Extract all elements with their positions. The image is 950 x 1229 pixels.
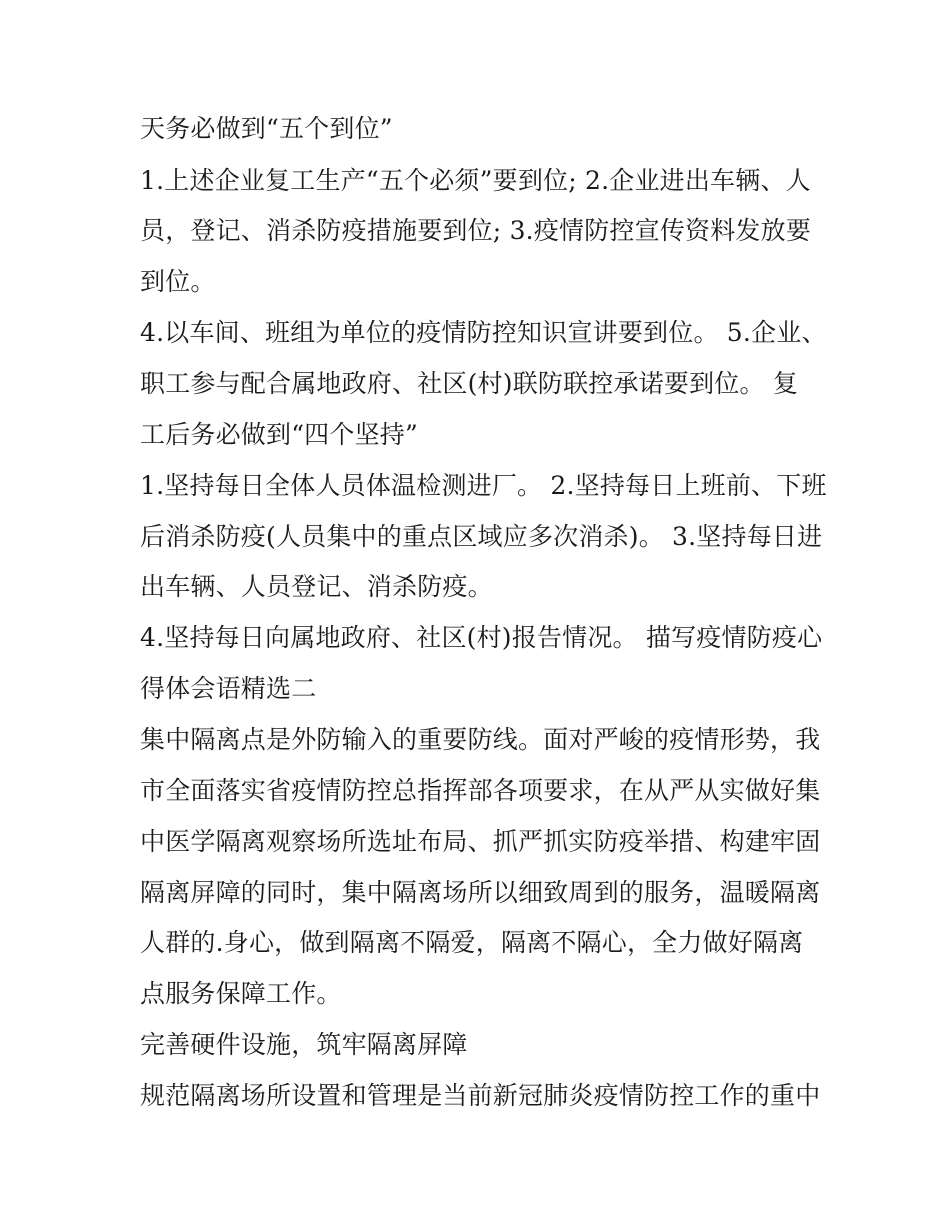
text-line: 完善硬件设施，筑牢隔离屏障 (140, 1030, 468, 1059)
text-line: 出车辆、人员登记、消杀防疫。 (140, 572, 493, 601)
text-line: 后消杀防疫(人员集中的重点区域应多次消杀)。 3.坚持每日进 (140, 522, 823, 551)
text-line: 中医学隔离观察场所选址布局、抓严抓实防疫举措、构建牢固 (140, 827, 821, 856)
text-line: 集中隔离点是外防输入的重要防线。面对严峻的疫情形势，我 (140, 725, 821, 754)
text-line: 市全面落实省疫情防控总指挥部各项要求，在从严从实做好集 (140, 776, 821, 805)
text-line: 4.以车间、班组为单位的疫情防控知识宣讲要到位。 5.企业、 (140, 318, 827, 347)
text-line: 4.坚持每日向属地政府、社区(村)报告情况。 描写疫情防疫心 (140, 623, 823, 652)
text-line: 得体会语精选二 (140, 674, 317, 703)
text-line: 职工参与配合属地政府、社区(村)联防联控承诺要到位。 复 (140, 369, 799, 398)
text-line: 隔离屏障的同时，集中隔离场所以细致周到的服务，温暖隔离 (140, 878, 821, 907)
text-line: 天务必做到“五个到位” (140, 114, 393, 143)
text-line: 1.上述企业复工生产“五个必须”要到位; 2.企业进出车辆、人 (140, 166, 811, 195)
text-line: 工后务必做到“四个坚持” (140, 420, 418, 449)
text-line: 人群的.身心，做到隔离不隔爱，隔离不隔心，全力做好隔离 (140, 928, 804, 957)
text-line: 员，登记、消杀防疫措施要到位; 3.疫情防控宣传资料发放要 (140, 216, 812, 245)
text-line: 点服务保障工作。 (140, 979, 342, 1008)
text-line: 1.坚持每日全体人员体温检测进厂。 2.坚持每日上班前、下班 (140, 471, 827, 500)
text-line: 到位。 (140, 267, 216, 296)
text-line: 规范隔离场所设置和管理是当前新冠肺炎疫情防控工作的重中 (140, 1081, 821, 1110)
